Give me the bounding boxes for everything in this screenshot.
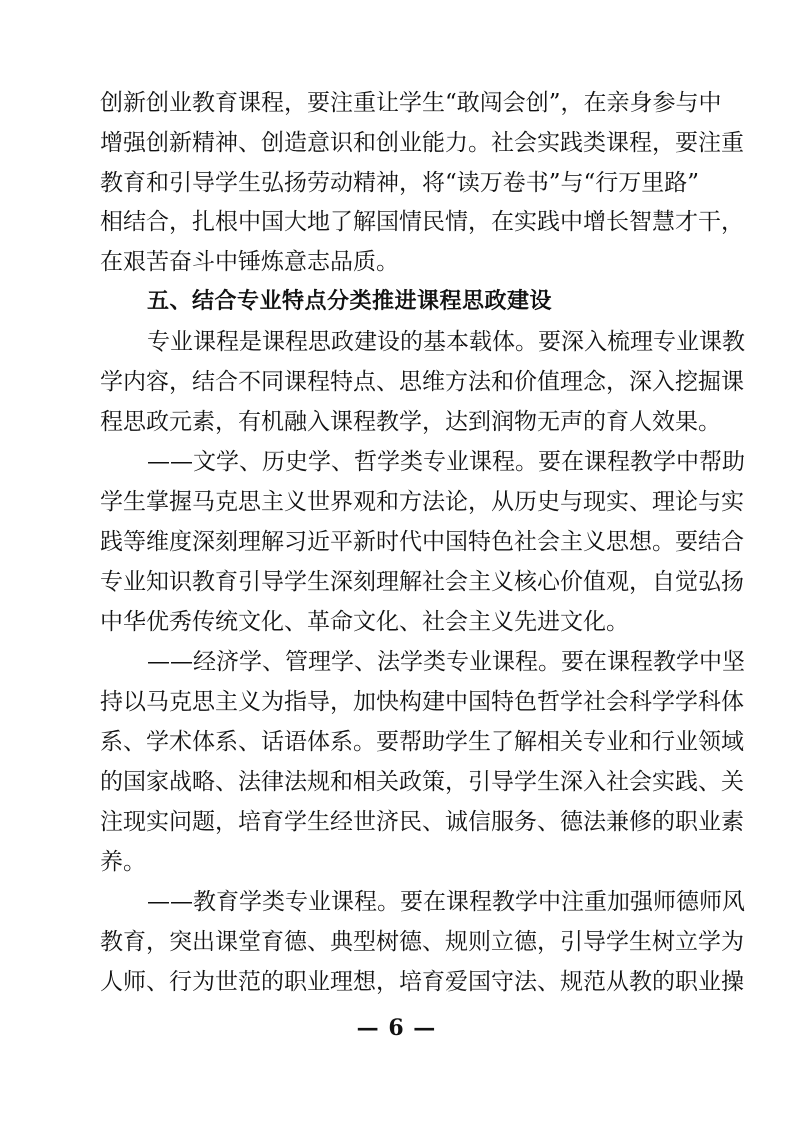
- paragraph-first-line: ——文学、历史学、哲学类专业课程。要在课程教学中帮助: [147, 449, 745, 475]
- text-line: 践等维度深刻理解习近平新时代中国特色社会主义思想。要结合: [100, 529, 744, 555]
- text-line: 创新创业教育课程，要注重让学生“敢闯会创”，在亲身参与中: [100, 90, 722, 116]
- paragraph-first-line: ——经济学、管理学、法学类专业课程。要在课程教学中坚: [147, 649, 745, 675]
- text-line: 养。: [100, 849, 146, 875]
- text-line: 增强创新精神、创造意识和创业能力。社会实践类课程，要注重: [100, 130, 744, 156]
- text-line: 教育和引导学生弘扬劳动精神，将“读万卷书”与“行万里路”: [100, 170, 700, 196]
- paragraph-first-line: ——教育学类专业课程。要在课程教学中注重加强师德师风: [147, 889, 745, 915]
- text-line: 中华优秀传统文化、革命文化、社会主义先进文化。: [100, 609, 629, 635]
- text-line: 相结合，扎根中国大地了解国情民情，在实践中增长智慧才干，: [100, 209, 744, 235]
- text-line: 学内容，结合不同课程特点、思维方法和价值理念，深入挖掘课: [100, 369, 744, 395]
- text-line: 持以马克思主义为指导，加快构建中国特色哲学社会科学学科体: [100, 689, 744, 715]
- text-line: 专业知识教育引导学生深刻理解社会主义核心价值观，自觉弘扬: [100, 569, 744, 595]
- text-line: 注现实问题，培育学生经世济民、诚信服务、德法兼修的职业素: [100, 809, 744, 835]
- paragraph-first-line: 专业课程是课程思政建设的基本载体。要深入梳理专业课教: [147, 329, 745, 355]
- text-line: 的国家战略、法律法规和相关政策，引导学生深入社会实践、关: [100, 769, 744, 795]
- text-line: 在艰苦奋斗中锤炼意志品质。: [100, 249, 399, 275]
- page-number: — 6 —: [356, 1015, 437, 1041]
- text-line: 程思政元素，有机融入课程教学，达到润物无声的育人效果。: [100, 409, 721, 435]
- section-heading: 五、结合专业特点分类推进课程思政建设: [147, 289, 553, 314]
- text-line: 人师、行为世范的职业理想，培育爱国守法、规范从教的职业操: [100, 969, 744, 995]
- text-line: 教育，突出课堂育德、典型树德、规则立德，引导学生树立学为: [100, 929, 744, 955]
- text-line: 系、学术体系、话语体系。要帮助学生了解相关专业和行业领域: [100, 729, 744, 755]
- text-line: 学生掌握马克思主义世界观和方法论，从历史与现实、理论与实: [100, 489, 744, 515]
